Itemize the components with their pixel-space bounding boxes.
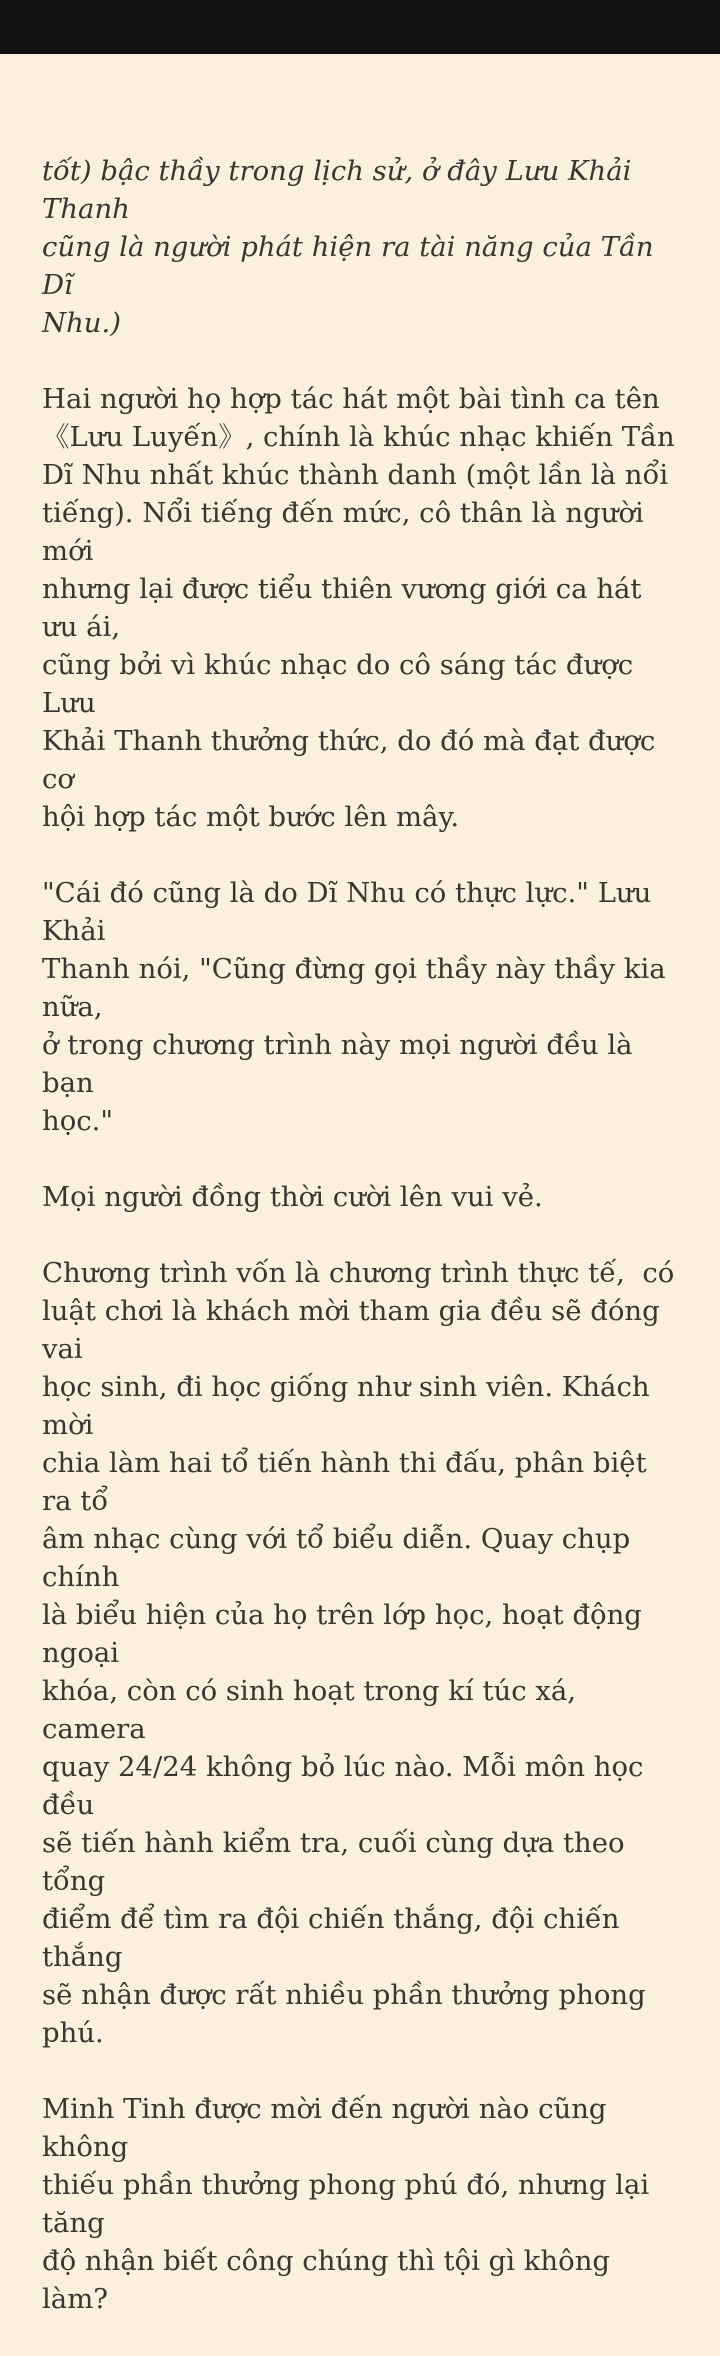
text-line: Mọi người đồng thời cười lên vui vẻ. (42, 1181, 543, 1213)
text-line: Nhu.) (42, 307, 121, 339)
paragraph (42, 152, 682, 342)
text-line: "Cái đó cũng là do Dĩ Nhu có thực lực." Lưu Khải (42, 877, 661, 947)
reading-pane[interactable] (42, 152, 682, 2356)
text-line: sẽ nhận được rất nhiều phần thưởng phong phú. (42, 1979, 655, 2049)
text-line: luật chơi là khách mời tham gia đều sẽ đóng vai (42, 1295, 669, 1365)
text-line: sẽ tiến hành kiểm tra, cuối cùng dựa theo tổng (42, 1827, 634, 1897)
text-line: nhưng lại được tiểu thiên vương giới ca hát ưu ái, (42, 573, 651, 643)
text-line: âm nhạc cùng với tổ biểu diễn. Quay chụp chính (42, 1523, 639, 1593)
text-line: Hai người họ hợp tác hát một bài tình ca tên (42, 383, 660, 415)
paragraph (42, 2090, 682, 2318)
text-line: khóa, còn có sinh hoạt trong kí túc xá, camera (42, 1675, 585, 1745)
text-line: điểm để tìm ra đội chiến thắng, đội chiến thắng (42, 1903, 629, 1973)
text-line: học." (42, 1105, 114, 1137)
text-line: tiếng). Nổi tiếng đến mức, cô thân là người mới (42, 497, 653, 567)
paragraph (42, 380, 682, 836)
text-line: ở trong chương trình này mọi người đều là bạn (42, 1029, 642, 1099)
text-line: tốt) bậc thầy trong lịch sử, ở đây Lưu Khải Thanh (42, 155, 641, 225)
text-line: cũng bởi vì khúc nhạc do cô sáng tác được Lưu (42, 649, 642, 719)
text-line: là biểu hiện của họ trên lớp học, hoạt động ngoại (42, 1599, 651, 1669)
text-line: Dĩ Nhu nhất khúc thành danh (một lần là nổi (42, 459, 669, 491)
text-line: 《Lưu Luyến》, chính là khúc nhạc khiến Tần (42, 421, 675, 453)
paragraph (42, 1254, 682, 2052)
paragraph (42, 1178, 682, 1216)
text-line: học sinh, đi học giống như sinh viên. Khách mời (42, 1371, 659, 1441)
text-line: Chương trình vốn là chương trình thực tế, có (42, 1257, 675, 1289)
text-line: quay 24/24 không bỏ lúc nào. Mỗi môn học đều (42, 1751, 653, 1821)
paragraph (42, 874, 682, 1140)
text-line: độ nhận biết công chúng thì tội gì không làm? (42, 2245, 619, 2315)
status-bar (0, 0, 720, 54)
text-line: hội hợp tác một bước lên mây. (42, 801, 460, 833)
text-line: Khải Thanh thưởng thức, do đó mà đạt được cơ (42, 725, 665, 795)
text-line: cũng là người phát hiện ra tài năng của Tần Dĩ (42, 231, 663, 301)
text-line: thiếu phần thưởng phong phú đó, nhưng lại tăng (42, 2169, 658, 2239)
text-line: Minh Tinh được mời đến người nào cũng không (42, 2093, 616, 2163)
text-line: Thanh nói, "Cũng đừng gọi thầy này thầy kia nữa, (42, 953, 675, 1023)
text-line: chia làm hai tổ tiến hành thi đấu, phân biệt ra tổ (42, 1447, 656, 1517)
